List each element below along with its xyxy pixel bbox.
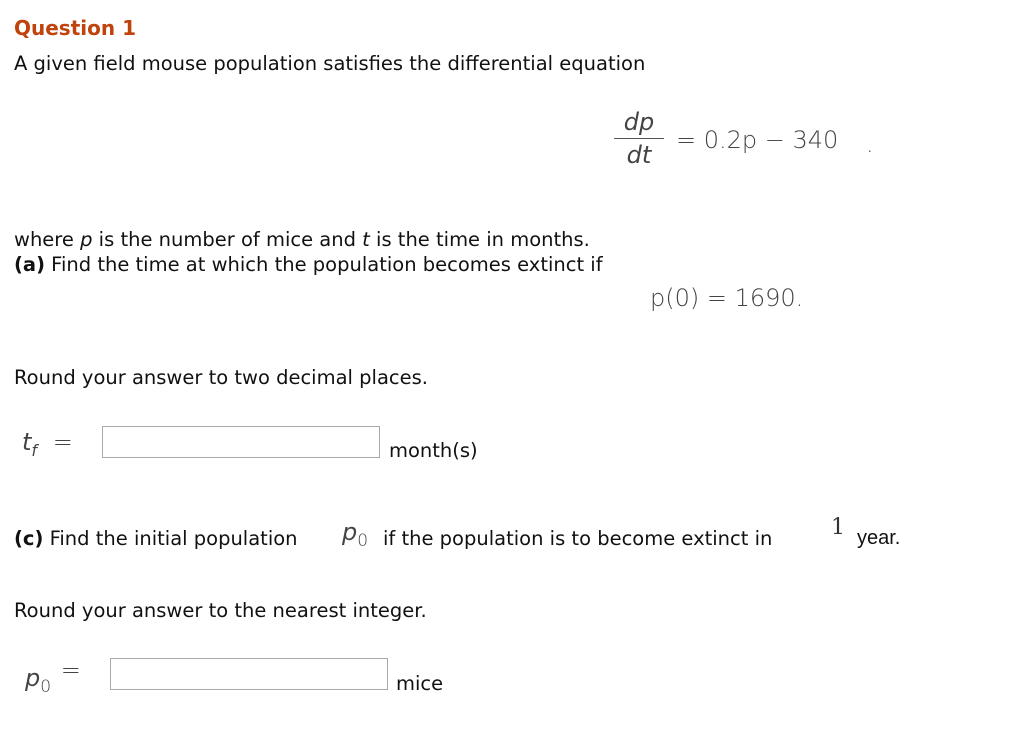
fraction-bar (614, 138, 664, 139)
definition-text: is the number of mice and (92, 228, 363, 251)
definition-text: where (14, 228, 81, 251)
p0-subscript: 0 (357, 530, 369, 551)
part-c-prompt (14, 527, 298, 550)
question-title: Question 1 (14, 16, 136, 40)
p0-unit: mice (396, 672, 444, 695)
equals-sign: = (60, 656, 81, 684)
variable-definition (14, 228, 590, 251)
p0-answer-var: p (25, 664, 41, 692)
tf-unit: month(s) (389, 439, 478, 462)
tf-subscript: f (31, 440, 38, 460)
p0-label (25, 656, 81, 697)
question-intro: A given field mouse population satisfies the differential equation (14, 52, 646, 75)
part-c-year-text: year. (857, 527, 901, 549)
derivative-fraction (614, 108, 664, 169)
p0-answer-input[interactable] (110, 658, 388, 690)
variable-p: p (80, 228, 93, 251)
initial-condition: p(0) = 1690. (650, 284, 804, 312)
part-c-label: (c) (14, 527, 44, 550)
equation-period: . (866, 130, 874, 158)
equals-sign: = (52, 428, 73, 456)
part-a-rounding: Round your answer to two decimal places. (14, 366, 428, 389)
tf-var: t (22, 428, 32, 456)
fraction-numerator: dp (623, 108, 655, 136)
part-c-rounding: Round your answer to the nearest integer. (14, 599, 427, 622)
definition-text: is the time in months. (369, 228, 590, 251)
part-c-text: Find the initial population (43, 527, 298, 550)
fraction-denominator: dt (626, 141, 652, 169)
p0-var: p (342, 518, 358, 546)
part-a-prompt (14, 253, 603, 276)
p0-inline (342, 518, 368, 551)
tf-label (22, 428, 73, 460)
part-c-text-continued: if the population is to become extinct in (383, 527, 773, 550)
variable-t: t (362, 228, 370, 251)
equation-rhs: = 0.2p − 340 (676, 126, 839, 154)
years-value: 1 (831, 515, 845, 540)
part-a-label: (a) (14, 253, 45, 276)
p0-answer-subscript: 0 (40, 676, 52, 697)
part-a-text: Find the time at which the population becomes extinct if (44, 253, 603, 276)
tf-answer-input[interactable] (102, 426, 380, 458)
